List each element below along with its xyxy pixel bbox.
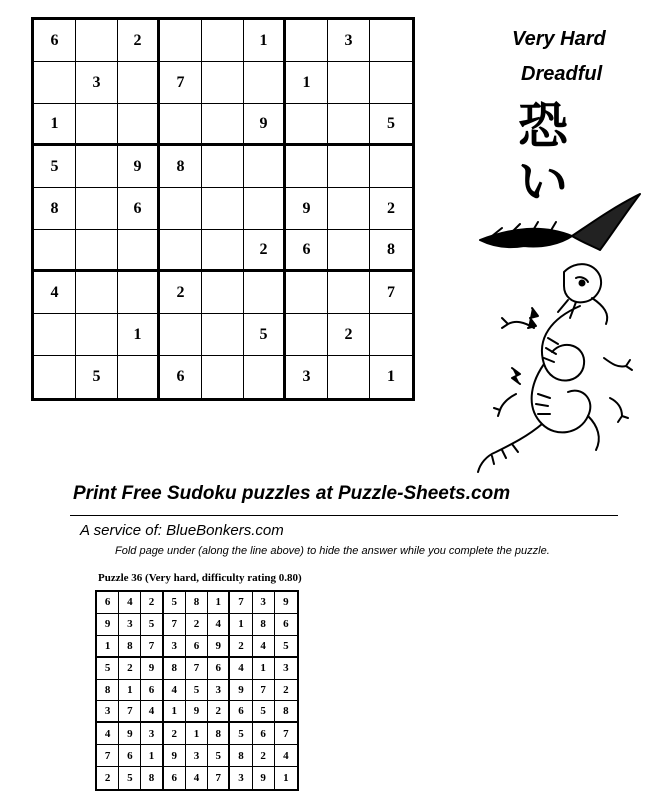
puzzle-cell [76,104,118,146]
answer-cell: 3 [208,680,230,702]
puzzle-cell [202,62,244,104]
answer-cell: 4 [186,767,208,789]
puzzle-cell [328,62,370,104]
puzzle-cell: 1 [34,104,76,146]
puzzle-cell: 2 [370,188,412,230]
answer-cell: 6 [230,701,252,723]
answer-cell: 8 [97,680,119,702]
puzzle-cell [328,272,370,314]
answer-title: Puzzle 36 (Very hard, difficulty rating 0.80) [98,572,302,584]
answer-cell: 8 [253,614,275,636]
puzzle-cell: 5 [34,146,76,188]
puzzle-cell [244,272,286,314]
answer-cell: 7 [253,680,275,702]
puzzle-cell [286,104,328,146]
answer-cell: 4 [164,680,186,702]
puzzle-cell [370,146,412,188]
puzzle-cell [160,188,202,230]
puzzle-cell [202,356,244,398]
answer-cell: 9 [164,745,186,767]
puzzle-cell [202,230,244,272]
puzzle-cell: 1 [118,314,160,356]
answer-cell: 2 [208,701,230,723]
answer-cell: 7 [230,592,252,614]
puzzle-cell: 6 [118,188,160,230]
puzzle-cell [160,104,202,146]
answer-cell: 5 [164,592,186,614]
puzzle-cell [286,314,328,356]
answer-cell: 5 [275,636,297,658]
answer-cell: 2 [186,614,208,636]
puzzle-cell [118,230,160,272]
answer-cell: 7 [186,658,208,680]
puzzle-cell: 1 [244,20,286,62]
answer-cell: 7 [164,614,186,636]
answer-cell: 2 [119,658,141,680]
answer-cell: 6 [164,767,186,789]
answer-cell: 2 [253,745,275,767]
answer-cell: 1 [186,723,208,745]
puzzle-cell: 9 [118,146,160,188]
puzzle-cell: 7 [160,62,202,104]
puzzle-cell [76,146,118,188]
answer-cell: 7 [275,723,297,745]
answer-cell: 5 [208,745,230,767]
puzzle-cell: 2 [244,230,286,272]
puzzle-cell: 5 [370,104,412,146]
fold-line [70,515,618,516]
answer-cell: 4 [97,723,119,745]
answer-cell: 1 [164,701,186,723]
answer-cell: 2 [97,767,119,789]
dragon-illustration [472,188,642,473]
answer-cell: 4 [275,745,297,767]
puzzle-cell: 9 [244,104,286,146]
puzzle-cell [328,146,370,188]
puzzle-cell [160,230,202,272]
puzzle-cell [328,104,370,146]
answer-cell: 8 [141,767,163,789]
answer-cell: 2 [275,680,297,702]
answer-cell: 7 [208,767,230,789]
answer-cell: 7 [119,701,141,723]
service-credit: A service of: BlueBonkers.com [80,522,284,539]
answer-cell: 6 [141,680,163,702]
puzzle-cell [286,146,328,188]
puzzle-cell [76,314,118,356]
answer-cell: 6 [253,723,275,745]
answer-cell: 3 [141,723,163,745]
puzzle-cell: 7 [370,272,412,314]
answer-cell: 5 [97,658,119,680]
answer-cell: 5 [119,767,141,789]
puzzle-cell [160,314,202,356]
answer-cell: 1 [208,592,230,614]
puzzle-cell [34,230,76,272]
puzzle-cell [328,356,370,398]
puzzle-cell: 1 [286,62,328,104]
answer-cell: 4 [141,701,163,723]
answer-cell: 6 [186,636,208,658]
answer-cell: 9 [119,723,141,745]
answer-cell: 4 [253,636,275,658]
puzzle-cell [118,272,160,314]
puzzle-cell [202,314,244,356]
puzzle-cell: 6 [160,356,202,398]
puzzle-cell [34,314,76,356]
puzzle-cell [160,20,202,62]
puzzle-cell [118,356,160,398]
kanji-char-2: い [518,152,568,211]
kanji-char-1: 恐 [518,96,568,155]
answer-cell: 8 [164,658,186,680]
puzzle-cell: 3 [286,356,328,398]
answer-cell: 3 [275,658,297,680]
puzzle-cell [244,62,286,104]
sudoku-puzzle-grid [31,17,415,401]
puzzle-cell [370,20,412,62]
answer-cell: 3 [97,701,119,723]
answer-cell: 7 [141,636,163,658]
puzzle-cell [34,356,76,398]
answer-cell: 3 [186,745,208,767]
puzzle-cell [328,230,370,272]
answer-cell: 6 [275,614,297,636]
puzzle-cell: 5 [244,314,286,356]
puzzle-cell: 8 [370,230,412,272]
puzzle-cell [34,62,76,104]
answer-cell: 2 [141,592,163,614]
puzzle-cell [76,20,118,62]
puzzle-cell: 6 [286,230,328,272]
puzzle-cell [202,104,244,146]
puzzle-cell [76,188,118,230]
puzzle-cell: 2 [160,272,202,314]
puzzle-cell [286,20,328,62]
sudoku-answer-grid [95,590,299,791]
answer-cell: 9 [253,767,275,789]
answer-cell: 2 [230,636,252,658]
answer-cell: 6 [208,658,230,680]
puzzle-cell [286,272,328,314]
answer-cell: 9 [186,701,208,723]
answer-cell: 1 [253,658,275,680]
puzzle-cell [370,314,412,356]
puzzle-cell: 2 [118,20,160,62]
answer-cell: 1 [119,680,141,702]
puzzle-cell [328,188,370,230]
puzzle-cell [244,146,286,188]
puzzle-cell: 3 [76,62,118,104]
puzzle-cell: 8 [34,188,76,230]
answer-cell: 3 [253,592,275,614]
answer-cell: 6 [119,745,141,767]
puzzle-cell [202,272,244,314]
answer-cell: 8 [208,723,230,745]
puzzle-cell: 8 [160,146,202,188]
puzzle-cell: 4 [34,272,76,314]
answer-cell: 3 [164,636,186,658]
answer-cell: 9 [230,680,252,702]
answer-cell: 5 [141,614,163,636]
answer-cell: 1 [230,614,252,636]
fold-instruction: Fold page under (along the line above) to hide the answer while you complete the puzzle. [115,545,550,557]
answer-cell: 1 [97,636,119,658]
answer-cell: 9 [208,636,230,658]
answer-cell: 4 [119,592,141,614]
answer-cell: 7 [97,745,119,767]
difficulty-sublabel: Dreadful [521,63,603,85]
puzzle-cell [202,20,244,62]
puzzle-cell: 1 [387,368,395,385]
answer-cell: 3 [119,614,141,636]
answer-cell: 3 [230,767,252,789]
answer-cell: 8 [275,701,297,723]
answer-cell: 4 [230,658,252,680]
answer-cell: 9 [275,592,297,614]
answer-cell: 8 [230,745,252,767]
puzzle-cell [244,356,286,398]
puzzle-cell [202,188,244,230]
answer-cell: 9 [141,658,163,680]
answer-cell: 5 [230,723,252,745]
answer-cell: 8 [186,592,208,614]
puzzle-cell: 9 [286,188,328,230]
answer-cell: 2 [164,723,186,745]
puzzle-cell: 2 [328,314,370,356]
puzzle-cell [202,146,244,188]
answer-cell: 1 [283,772,289,785]
answer-cell: 1 [141,745,163,767]
answer-cell: 8 [119,636,141,658]
puzzle-cell [244,188,286,230]
answer-cell: 5 [253,701,275,723]
answer-cell: 9 [97,614,119,636]
puzzle-cell [118,104,160,146]
puzzle-cell: 3 [328,20,370,62]
puzzle-cell [76,272,118,314]
puzzle-cell [370,62,412,104]
puzzle-cell: 5 [76,356,118,398]
puzzle-cell [76,230,118,272]
site-banner: Print Free Sudoku puzzles at Puzzle-Sheets.com [73,483,511,504]
answer-cell: 6 [97,592,119,614]
answer-cell: 5 [186,680,208,702]
puzzle-cell: 6 [34,20,76,62]
answer-cell: 4 [208,614,230,636]
puzzle-cell [118,62,160,104]
difficulty-label: Very Hard [512,28,606,50]
